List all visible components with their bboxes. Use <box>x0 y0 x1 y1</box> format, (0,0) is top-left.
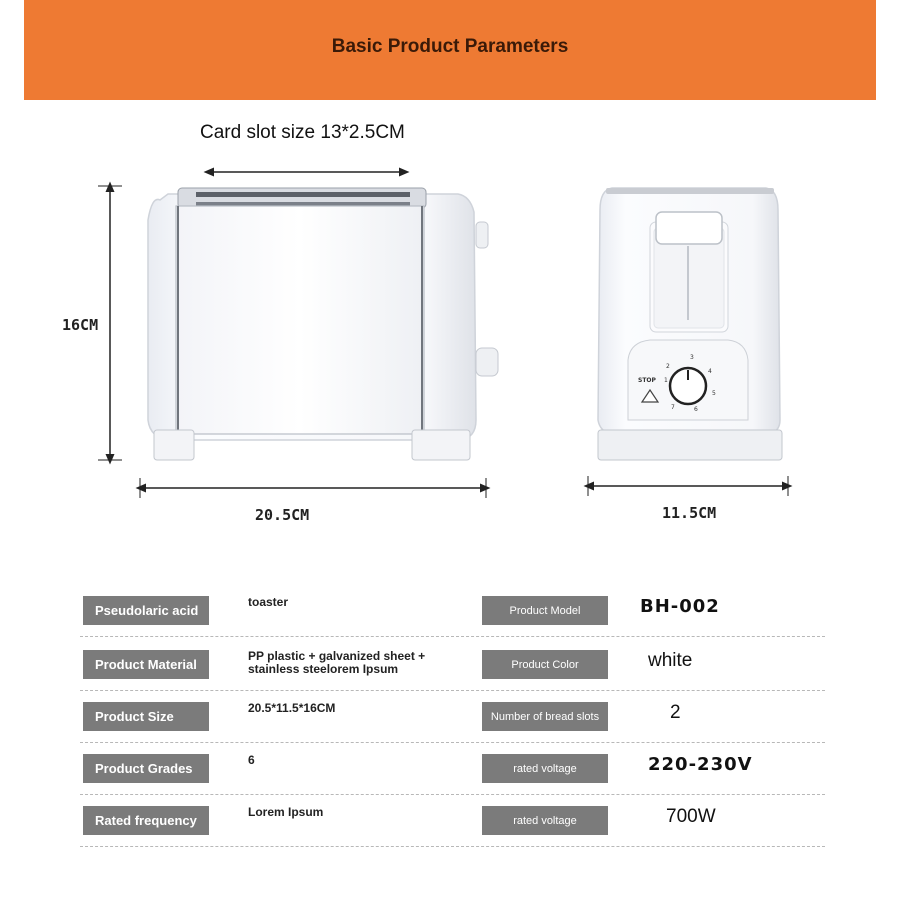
card-slot-size-label: Card slot size 13*2.5CM <box>200 122 405 143</box>
spec-row <box>80 748 825 795</box>
spec-value: 2 <box>670 702 681 723</box>
toaster-front-view <box>148 188 498 460</box>
spec-label: Product Color <box>482 650 608 679</box>
side-width-dimension-label: 11.5CM <box>662 504 717 522</box>
height-dimension-label: 16CM <box>62 316 99 334</box>
spec-label: Rated frequency <box>83 806 209 835</box>
spec-value: toaster <box>248 595 289 609</box>
dial-number: 6 <box>694 406 698 413</box>
spec-value: 6 <box>248 753 255 767</box>
spec-row <box>80 644 825 691</box>
spec-value: 700W <box>666 806 716 827</box>
spec-label: Product Size <box>83 702 209 731</box>
spec-value: 220-230V <box>648 754 753 775</box>
spec-label: Pseudolaric acid <box>83 596 209 625</box>
spec-label: Product Model <box>482 596 608 625</box>
spec-row <box>80 696 825 743</box>
spec-label: rated voltage <box>482 806 608 835</box>
spec-label: rated voltage <box>482 754 608 783</box>
dial-number: 5 <box>712 390 716 397</box>
dial-number: 4 <box>708 368 712 375</box>
spec-label: Number of bread slots <box>482 702 608 731</box>
spec-value: Lorem Ipsum <box>248 805 324 819</box>
dial-number: 2 <box>666 363 670 370</box>
page-title: Basic Product Parameters <box>331 36 569 57</box>
front-width-dimension-label: 20.5CM <box>255 506 310 524</box>
dial-stop-label: STOP <box>638 377 656 384</box>
spec-label: Product Material <box>83 650 209 679</box>
spec-value: PP plastic + galvanized sheet + stainless steelorem Ipsum <box>248 649 426 676</box>
dial-number: 7 <box>671 404 675 411</box>
spec-value: 20.5*11.5*16CM <box>248 701 336 715</box>
spec-value: BH-002 <box>640 596 720 617</box>
spec-row <box>80 590 825 637</box>
toaster-side-view <box>598 188 782 460</box>
dial-number: 1 <box>664 377 668 384</box>
spec-label: Product Grades <box>83 754 209 783</box>
spec-row <box>80 800 825 847</box>
dial-number: 3 <box>690 354 694 361</box>
spec-value: white <box>648 650 693 671</box>
